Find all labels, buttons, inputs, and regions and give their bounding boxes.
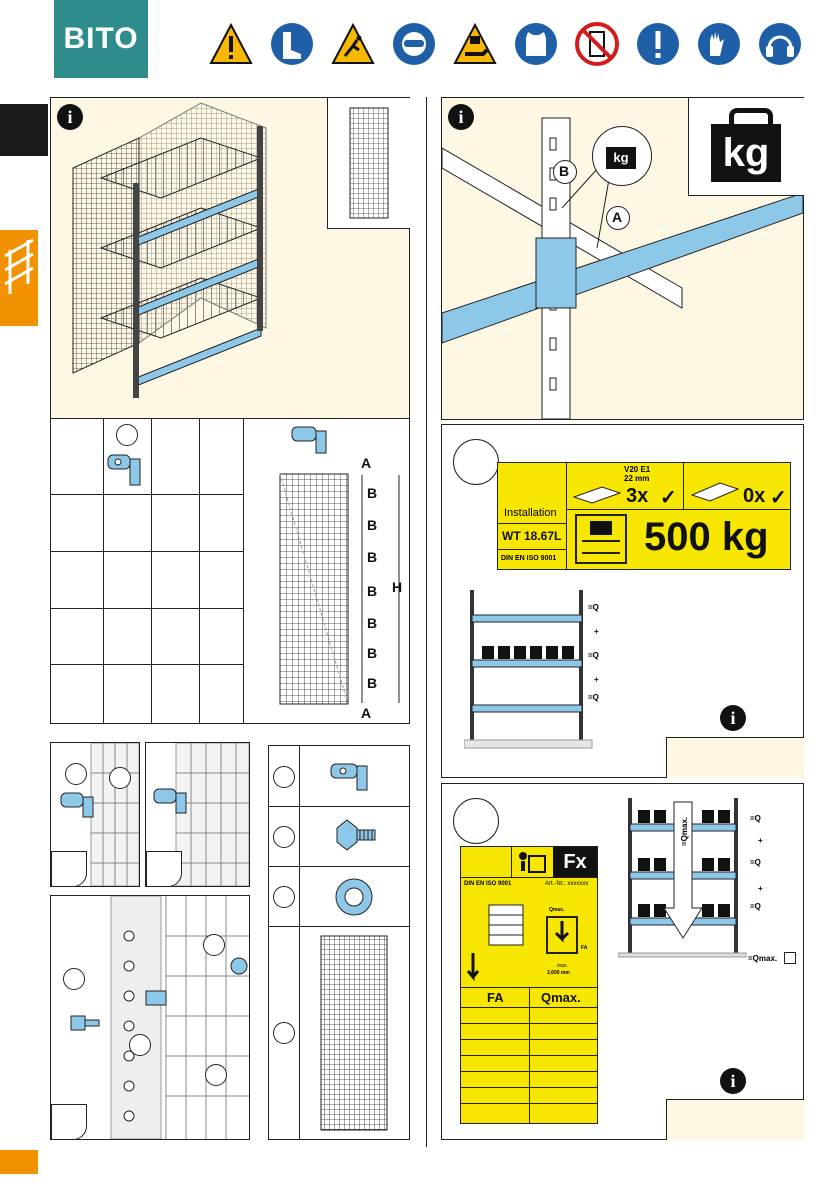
load-capacity-sign xyxy=(497,462,791,570)
qmax-arrow-label: =Qmax. xyxy=(680,816,689,846)
callout-b: B xyxy=(553,160,577,184)
parts-list xyxy=(268,745,410,1140)
weight-callout: kg xyxy=(592,126,652,186)
fx-norm: DIN EN ISO 9001 xyxy=(464,881,512,887)
info-icon: i xyxy=(448,104,474,130)
weight-icon: kg xyxy=(711,124,781,182)
rack-load-q1: =Q xyxy=(750,814,761,823)
ear-protection-icon xyxy=(758,22,802,66)
dim-label-b2: B xyxy=(367,517,378,533)
info-note-box xyxy=(666,1099,804,1140)
dim-label-a-bottom: A xyxy=(361,705,372,721)
parts-table-panel xyxy=(50,418,410,724)
page-footer-tab xyxy=(0,1150,38,1174)
slip-hazard-icon xyxy=(331,22,375,66)
dim-label-b3: B xyxy=(367,549,378,565)
check-icon: ✓ xyxy=(660,487,677,509)
hex-bolt-icon xyxy=(329,814,379,858)
plus-2: + xyxy=(594,675,599,684)
dim-label-b1: B xyxy=(367,485,378,501)
info-note-box xyxy=(666,737,804,778)
safety-vest-icon xyxy=(514,22,558,66)
fx-title: Fx xyxy=(553,847,597,877)
check-icon: ✓ xyxy=(770,487,787,509)
step-circle xyxy=(453,798,499,844)
fx-fa-small: FA xyxy=(581,945,588,951)
gloves-icon xyxy=(697,22,741,66)
weight-inset xyxy=(688,98,804,196)
rack-overview-panel xyxy=(50,97,410,420)
capacity-value: 500 kg xyxy=(644,515,769,559)
eye-protection-icon xyxy=(392,22,436,66)
assembly-step-1 xyxy=(50,742,140,887)
dim-label-b5: B xyxy=(367,615,378,631)
manual-icon xyxy=(515,850,549,874)
info-icon: i xyxy=(720,705,746,731)
rack-load-q2: =Q xyxy=(750,858,761,867)
bito-logo: BITO xyxy=(54,0,148,78)
safety-boots-icon xyxy=(270,22,314,66)
hook-clip-icon xyxy=(329,758,379,794)
fx-col-fa: FA xyxy=(487,990,504,1005)
flange-nut-icon xyxy=(329,874,379,920)
rack-icon xyxy=(0,230,38,326)
assembly-step-2 xyxy=(145,742,250,887)
fx-art-no: Art.-Nr.: xxxxxxx xyxy=(545,881,589,887)
chapter-tab-assembly xyxy=(0,230,38,326)
mesh-dimension-drawing xyxy=(244,419,409,723)
spec-sub-label: 22 mm xyxy=(624,474,650,483)
chapter-tab-active xyxy=(0,104,48,156)
fx-max-label: max. xyxy=(557,963,568,969)
info-icon: i xyxy=(57,104,83,130)
three-shelf-load-diagram xyxy=(464,590,594,750)
mandatory-icon xyxy=(636,22,680,66)
info-icon: i xyxy=(720,1068,746,1094)
rack-load-icon xyxy=(572,513,630,565)
count-a: 3x xyxy=(626,485,649,507)
load-q3: =Q xyxy=(588,693,599,702)
dim-label-b4: B xyxy=(367,583,378,599)
no-climbing-icon xyxy=(575,22,619,66)
load-sign-panel xyxy=(441,424,804,778)
rack-load-q3: =Q xyxy=(750,902,761,911)
hook-clip-icon xyxy=(106,449,146,489)
shelf-beam-icon xyxy=(690,475,740,505)
mesh-inset xyxy=(327,98,410,229)
step-circle xyxy=(453,439,499,485)
fx-illustration xyxy=(465,903,595,985)
load-q1: =Q xyxy=(588,603,599,612)
fx-qmax-small: Qmax. xyxy=(549,907,565,913)
dim-label-b6: B xyxy=(367,645,378,661)
mesh-panel-icon xyxy=(319,934,389,1132)
plus-1: + xyxy=(594,627,599,636)
count-b: 0x xyxy=(743,485,766,507)
norm-label: DIN EN ISO 9001 xyxy=(501,555,557,562)
column-divider xyxy=(426,97,427,1147)
fx-load-sign xyxy=(460,846,598,1124)
fx-distance: 3,600 mm xyxy=(547,970,570,976)
hand-crush-icon xyxy=(453,22,497,66)
qmax-value-box xyxy=(784,952,796,964)
load-q2: =Q xyxy=(588,651,599,660)
shelf-beam-icon xyxy=(572,479,622,505)
warning-icon xyxy=(209,22,253,66)
spec-label: V20 E1 xyxy=(624,465,651,474)
rack-plus-2: + xyxy=(758,884,763,893)
fx-col-qmax: Qmax. xyxy=(541,990,581,1005)
dim-label-h: H xyxy=(392,579,403,595)
callout-a: A xyxy=(606,206,630,230)
assembly-step-3 xyxy=(50,895,250,1140)
dim-label-a-top: A xyxy=(361,455,372,471)
part-callout-circle xyxy=(116,424,138,446)
load-detail-panel xyxy=(441,97,804,420)
model-label: WT 18.67L xyxy=(502,529,562,543)
rack-qmax-total: =Qmax. xyxy=(748,954,778,963)
fx-sign-panel xyxy=(441,783,804,1140)
installation-label: Installation xyxy=(504,507,557,519)
rack-plus-1: + xyxy=(758,836,763,845)
dim-label-b7: B xyxy=(367,675,378,691)
